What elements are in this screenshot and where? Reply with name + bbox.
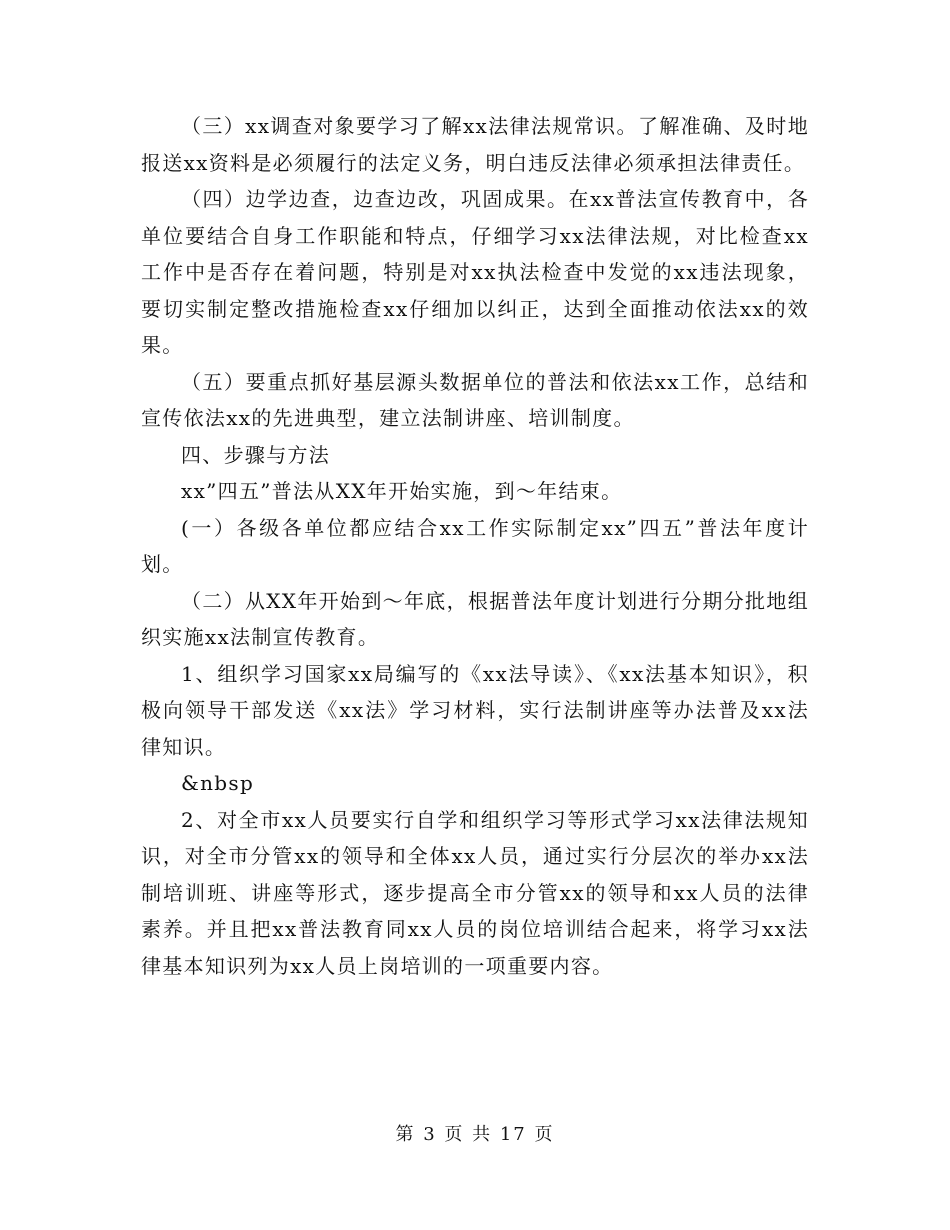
paragraph-section-4: （四）边学边查，边查边改，巩固成果。在xx普法宣传教育中，各单位要结合自身工作职能和特点，仔细学习xx法律法规，对比检查xx工作中是否存在着问题，特别是对xx执法检查中发觉的xx违法现象，要切实制定整改措施检查xx仔细加以纠正，达到全面推动依法xx的效果。 — [141, 187, 809, 357]
paragraph-step-1: (一）各级各单位都应结合xx工作实际制定xx”四五”普法年度计划。 — [141, 515, 809, 576]
paragraph-implementation-period: xx”四五”普法从XX年开始实施，到～年结束。 — [181, 479, 623, 503]
paragraph-section-5: （五）要重点抓好基层源头数据单位的普法和依法xx工作，总结和宣传依法xx的先进典型，建立法制讲座、培训制度。 — [141, 369, 809, 430]
paragraph-step-2: （二）从XX年开始到～年底，根据普法年度计划进行分期分批地组织实施xx法制宣传教育。 — [141, 588, 809, 649]
heading-steps-and-methods: 四、步骤与方法 — [181, 442, 331, 467]
page-number-footer: 第 3 页 共 17 页 — [395, 1124, 555, 1145]
paragraph-item-2: 2、对全市xx人员要实行自学和组织学习等形式学习xx法律法规知识，对全市分管xx的领导和全体xx人员，通过实行分层次的举办xx法制培训班、讲座等形式，逐步提高全市分管xx的领导和xx人员的法律素养。并且把xx普法教育同xx人员的岗位培训结合起来，将学习xx法律基本知识列为xx人员上岗培训的一项重要内容。 — [141, 807, 809, 978]
paragraph-nbsp-artifact: &nbsp — [181, 771, 255, 795]
paragraph-section-3: （三）xx调查对象要学习了解xx法律法规常识。了解准确、及时地报送xx资料是必须履行的法定义务，明白违反法律必须承担法律责任。 — [141, 114, 809, 175]
paragraph-item-1: 1、组织学习国家xx局编写的《xx法导读》、《xx法基本知识》，积极向领导干部发送《xx法》学习材料，实行法制讲座等办法普及xx法律知识。 — [141, 661, 809, 759]
document-body — [141, 108, 809, 984]
